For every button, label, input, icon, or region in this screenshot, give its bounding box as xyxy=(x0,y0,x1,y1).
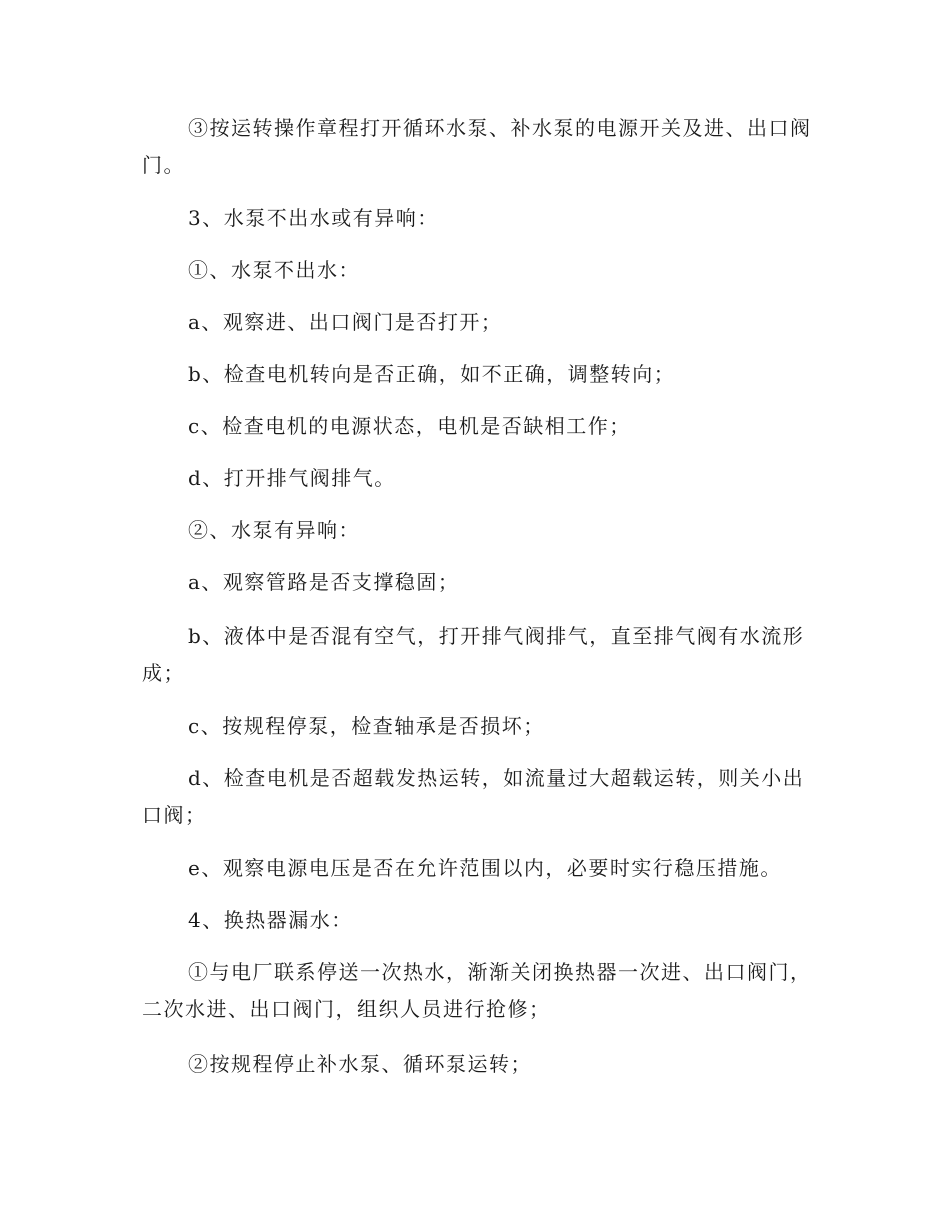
paragraph-10: b、液体中是否混有空气，打开排气阀排气，直至排气阀有水流形成； xyxy=(142,624,805,685)
paragraph-15: ①与电厂联系停送一次热水，渐渐关闭换热器一次进、出口阀门，二次水进、出口阀门，组织人员进行抢修； xyxy=(142,960,812,1021)
paragraph-7: d、打开排气阀排气。 xyxy=(188,466,396,490)
paragraph-5: b、检查电机转向是否正确，如不正确，调整转向； xyxy=(188,362,676,386)
paragraph-6: c、检查电机的电源状态，电机是否缺相工作； xyxy=(188,414,631,438)
paragraph-11: c、按规程停泵，检查轴承是否损坏； xyxy=(188,714,545,738)
paragraph-1: ③按运转操作章程打开循环水泵、补水泵的电源开关及进、出口阀门。 xyxy=(142,116,812,177)
paragraph-8: ②、水泵有异响： xyxy=(188,518,360,542)
paragraph-14: 4、换热器漏水： xyxy=(188,908,353,932)
paragraph-16: ②按规程停止补水泵、循环泵运转； xyxy=(188,1052,532,1076)
paragraph-4: a、观察进、出口阀门是否打开； xyxy=(188,310,503,334)
paragraph-2: 3、水泵不出水或有异响： xyxy=(188,206,439,230)
paragraph-9: a、观察管路是否支撑稳固； xyxy=(188,570,460,594)
paragraph-3: ①、水泵不出水： xyxy=(188,258,360,282)
paragraph-13: e、观察电源电压是否在允许范围以内，必要时实行稳压措施。 xyxy=(188,856,782,880)
paragraph-12: d、检查电机是否超载发热运转，如流量过大超载运转，则关小出口阀； xyxy=(142,766,805,827)
